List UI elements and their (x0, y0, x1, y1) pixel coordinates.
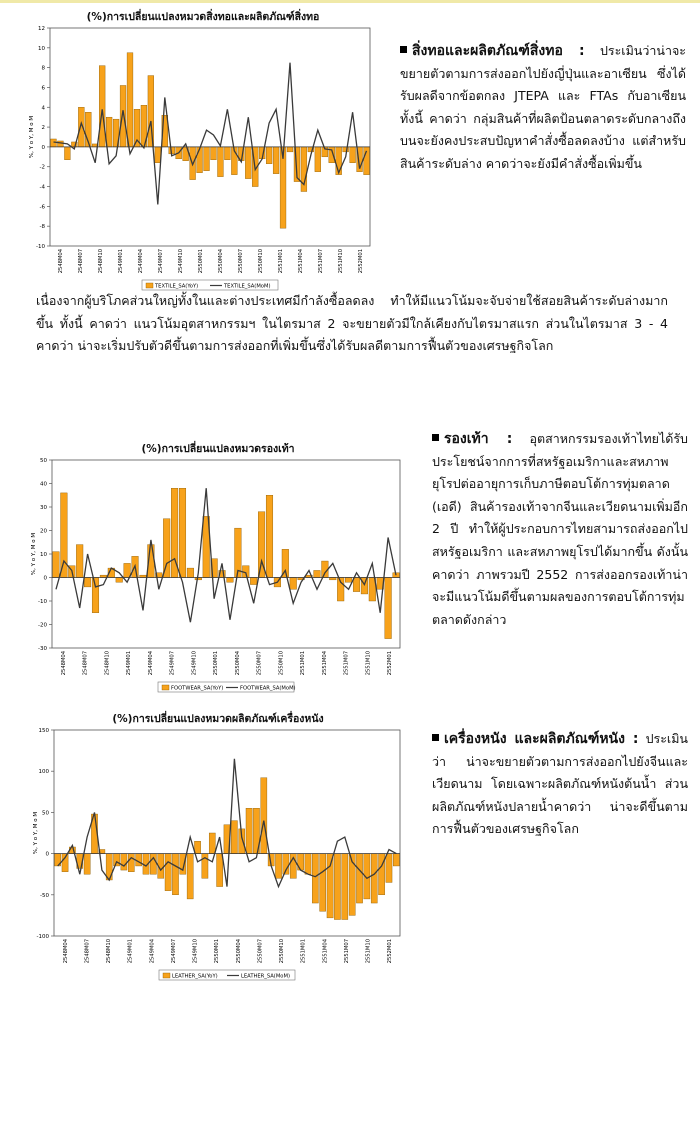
bar (62, 854, 68, 872)
legend-label: TEXTILE_SA(YoY) (155, 283, 199, 290)
y-tick-label: 30 (40, 505, 47, 511)
y-tick-label: 50 (42, 810, 49, 817)
x-tick-label: 2548M04 (62, 939, 69, 964)
legend-swatch-bar (163, 973, 170, 978)
x-tick-label: 2550M01 (198, 249, 204, 274)
bar (211, 147, 217, 160)
bar (116, 578, 123, 583)
y-tick-label: 12 (38, 26, 45, 32)
bar (187, 568, 194, 577)
bar (195, 578, 202, 580)
bar (136, 854, 142, 866)
section-heading: เครื่องหนัง และผลิตภัณฑ์หนัง : (444, 731, 639, 747)
x-tick-label: 2548M10 (106, 939, 113, 964)
x-tick-label: 2552M01 (387, 651, 394, 676)
bar (58, 141, 64, 147)
y-axis-label: %, Y o Y, M o M (31, 532, 37, 576)
bar (224, 147, 230, 160)
bar (187, 854, 193, 899)
y-tick-label: -8 (39, 224, 45, 231)
y-tick-label: -4 (39, 184, 45, 191)
bar (163, 519, 170, 578)
x-tick-label: 2549M04 (147, 651, 154, 676)
bar (106, 117, 112, 147)
x-tick-label: 2549M01 (127, 939, 134, 964)
bar (124, 563, 131, 577)
y-tick-label: -20 (38, 622, 47, 629)
chart-title: (%)การเปลี่ยนแปลงหมวดสิ่งทอและผลิตภัณฑ์สิ่งทอ (86, 11, 320, 23)
bar (155, 147, 161, 163)
bar (180, 854, 186, 875)
bar (231, 821, 237, 854)
x-tick-label: 2549M01 (126, 651, 133, 676)
y-tick-label: -10 (38, 599, 47, 605)
x-tick-label: 2549M10 (178, 249, 184, 274)
x-tick-label: 2550M01 (214, 939, 221, 964)
x-tick-label: 2548M10 (98, 249, 104, 274)
bar (314, 570, 321, 577)
y-axis-label: %, Y o Y, M o M (33, 811, 39, 855)
bar (209, 833, 215, 854)
legend-label: FOOTWEAR_SA(MoM) (240, 685, 296, 692)
y-tick-label: 8 (41, 65, 45, 72)
x-tick-label: 2550M10 (278, 651, 285, 676)
bar (266, 147, 272, 164)
bar (194, 841, 200, 853)
leather-section (432, 728, 688, 841)
bar (342, 854, 348, 920)
bar (266, 495, 273, 577)
bullet-icon (432, 734, 439, 741)
bar (218, 147, 224, 177)
bar (113, 854, 119, 866)
bar (76, 545, 83, 578)
bar (329, 578, 336, 580)
y-tick-label: 4 (41, 105, 45, 112)
bar (217, 854, 223, 887)
y-tick-label: 50 (40, 458, 47, 464)
bar (353, 578, 360, 592)
x-tick-label: 2548M04 (58, 249, 64, 274)
x-tick-label: 2550M01 (213, 651, 220, 676)
x-tick-label: 2551M01 (300, 939, 307, 964)
bar (92, 578, 99, 613)
section-text: อุตสาหกรรมรองเท้าไทยได้รับประโยชน์จากการที่สหรัฐอเมริกาและสหภาพยุโรปต่ออายุการเก็บภาษีตอบโต้การทุ่มตลาด (เอดี) สินค้ารองเท้าจากจีนและเวียดนามเพิ่มอีก 2 ปี ทำให้ผู้ประกอบการไทยสามารถส่งออกไปสหรัฐอเมริกา และสหภาพยุโรปได้มากขึ้น ดังนั้น คาดว่า ภาพรวมปี 2552 การส่งออกรองเท้าน่าจะมีแนวโน้มดีขึ้นตามผลของการตอบโต้การทุ่มตลาดดังกล่าว (432, 431, 688, 627)
bar (100, 575, 107, 577)
x-tick-label: 2550M04 (234, 651, 241, 676)
legend-label: TEXTILE_SA(MoM) (224, 283, 271, 290)
bar (172, 854, 178, 895)
textile-chart (28, 6, 378, 290)
x-tick-label: 2548M10 (104, 651, 111, 676)
bar (334, 854, 340, 920)
body-paragraph: เนื่องจากผู้บริโภคส่วนใหญ่ทั้งในและต่างประเทศมีกำลังซื้อลดลง ทำให้มีแนวโน้มจะจับจ่ายใช้สอยสินค้าระดับล่างมากขึ้น ทั้งนี้ คาดว่า แนวโน้มอุตสาหกรรมฯ ในไตรมาส 2 จะขยายตัวมีใกล้เคียงกับไตรมาสแรก ส่วนในไตรมาส 3 - 4 คาดว่า น่าจะเริ่มปรับตัวดีขึ้นตามการส่งออกที่เพิ่มขึ้นซึ่งได้รับผลดีตามการฟื้นตัวของเศรษฐกิจโลก (36, 293, 668, 354)
x-tick-label: 2552M01 (387, 939, 394, 964)
x-tick-label: 2549M07 (169, 651, 176, 676)
x-tick-label: 2549M10 (191, 651, 198, 676)
bar (150, 854, 156, 875)
x-tick-label: 2549M10 (192, 939, 199, 964)
bar (140, 575, 147, 577)
legend-label: FOOTWEAR_SA(YoY) (171, 685, 224, 692)
x-tick-label: 2549M04 (149, 939, 156, 964)
textile-chart-svg (28, 24, 378, 290)
bullet-icon (400, 46, 407, 53)
chart-title: (%)การเปลี่ยนแปลงหมวดผลิตภัณฑ์เครื่องหนัง (112, 713, 324, 725)
x-tick-label: 2549M01 (118, 249, 124, 274)
plot-frame (52, 460, 400, 648)
legend-label: LEATHER_SA(YoY) (172, 973, 218, 980)
textile-section (400, 40, 686, 176)
bar (312, 854, 318, 903)
bar (261, 778, 267, 854)
x-tick-label: 2550M04 (235, 939, 242, 964)
x-tick-label: 2550M10 (258, 249, 264, 274)
bar (273, 147, 279, 174)
y-tick-label: -30 (38, 646, 47, 652)
bar (61, 493, 68, 578)
bar (121, 854, 127, 870)
bar (246, 808, 252, 853)
y-tick-label: -10 (36, 244, 45, 250)
legend-swatch-bar (162, 685, 169, 690)
bullet-icon (432, 434, 439, 441)
bar (84, 854, 90, 875)
top-rule (0, 0, 700, 3)
x-tick-label: 2551M10 (338, 249, 344, 274)
y-tick-label: 0 (45, 851, 49, 858)
series-line (56, 488, 396, 622)
bar (120, 85, 126, 146)
y-tick-label: 150 (38, 728, 49, 734)
y-tick-label: 10 (40, 552, 47, 558)
leather-chart-svg (28, 726, 408, 984)
x-tick-label: 2548M07 (82, 651, 89, 676)
x-tick-label: 2551M07 (343, 651, 350, 676)
bar (393, 854, 399, 866)
bar (179, 488, 186, 577)
bar (385, 578, 392, 639)
y-tick-label: -2 (39, 164, 45, 171)
bar (227, 578, 234, 583)
y-tick-label: 20 (40, 528, 47, 535)
x-tick-label: 2550M07 (257, 939, 264, 964)
bar (64, 147, 70, 160)
x-tick-label: 2551M01 (278, 249, 284, 274)
x-tick-label: 2549M04 (138, 249, 144, 274)
bar (371, 854, 377, 903)
bar (386, 854, 392, 883)
x-tick-label: 2551M04 (298, 249, 304, 274)
section-text: ประเมินว่า น่าจะขยายตัวตามการส่งออกไปยังจีนและเวียดนาม โดยเฉพาะผลิตภัณฑ์หนังต้นน้ำ ส่วนผลิตภัณฑ์หนังปลายน้ำคาดว่า น่าจะดีขึ้นตามการฟื้นตัวของเศรษฐกิจโลก (432, 731, 688, 837)
y-tick-label: -100 (36, 934, 49, 940)
bar (245, 147, 251, 179)
bar (99, 66, 105, 147)
bar (197, 147, 203, 173)
legend-label: LEATHER_SA(MoM) (241, 973, 290, 980)
bar (356, 854, 362, 903)
bar (349, 854, 355, 916)
x-tick-label: 2551M10 (365, 939, 372, 964)
x-tick-label: 2548M04 (60, 651, 67, 676)
bar (165, 854, 171, 891)
bar (327, 854, 333, 918)
x-tick-label: 2548M07 (78, 249, 84, 274)
x-tick-label: 2551M04 (321, 651, 328, 676)
y-axis-label: %, Y o Y, M o M (29, 115, 35, 159)
y-tick-label: 10 (38, 45, 45, 52)
y-tick-label: 6 (41, 85, 45, 92)
x-tick-label: 2552M01 (358, 249, 364, 274)
bar (204, 147, 210, 171)
y-tick-label: 2 (41, 125, 45, 132)
y-tick-label: 100 (38, 769, 49, 776)
x-tick-label: 2548M07 (84, 939, 91, 964)
y-tick-label: 40 (40, 481, 47, 488)
bar (287, 147, 293, 152)
bar (305, 854, 311, 875)
x-tick-label: 2551M04 (322, 939, 329, 964)
section-heading: สิ่งทอและผลิตภัณฑ์สิ่งทอ : (412, 43, 585, 59)
x-tick-label: 2550M07 (256, 651, 263, 676)
x-tick-label: 2551M07 (318, 249, 324, 274)
chart-title: (%)การเปลี่ยนแปลงหมวดรองเท้า (141, 443, 295, 455)
bar (350, 147, 356, 163)
x-tick-label: 2551M07 (343, 939, 350, 964)
bar (128, 854, 134, 872)
bar (345, 578, 352, 583)
footwear-chart-svg (28, 456, 408, 696)
section-text: ประเมินว่าน่าจะขยายตัวตามการส่งออกไปยังญี่ปุ่นและอาเซียน ซึ่งได้รับผลดีจากข้อตกลง JTEPA และ FTAs กับอาเซียน ทั้งนี้ คาดว่า กลุ่มสินค้าที่ผลิตป้อนตลาดระดับกลางถึงบนจะยังคงประสบปัญหาคำสั่งซื้อลดลงบ้าง แต่สำหรับสินค้าระดับล่าง คาดว่าจะยังมีคำสั่งซื้อเพิ่มขึ้น (400, 43, 686, 171)
x-tick-label: 2550M07 (238, 249, 244, 274)
bar (320, 854, 326, 912)
leather-chart (28, 710, 408, 985)
bar (315, 147, 321, 172)
bar (53, 552, 60, 578)
bar (51, 139, 57, 147)
bar (250, 578, 257, 585)
bar (275, 854, 281, 879)
section-heading: รองเท้า : (444, 431, 513, 447)
legend-swatch-bar (146, 283, 153, 288)
y-tick-label: 0 (43, 575, 47, 582)
x-tick-label: 2551M10 (365, 651, 372, 676)
x-tick-label: 2550M10 (279, 939, 286, 964)
y-tick-label: -6 (39, 204, 45, 211)
bar (280, 147, 286, 228)
footwear-section (432, 428, 688, 631)
x-tick-label: 2550M04 (218, 249, 224, 274)
x-tick-label: 2551M01 (300, 651, 307, 676)
y-tick-label: -50 (40, 892, 49, 899)
bar (84, 578, 91, 587)
bar (127, 53, 133, 147)
bar (290, 578, 297, 590)
y-tick-label: 0 (41, 144, 45, 151)
x-tick-label: 2549M07 (170, 939, 177, 964)
footwear-chart (28, 440, 408, 698)
bar (148, 76, 154, 147)
x-tick-label: 2549M07 (158, 249, 164, 274)
